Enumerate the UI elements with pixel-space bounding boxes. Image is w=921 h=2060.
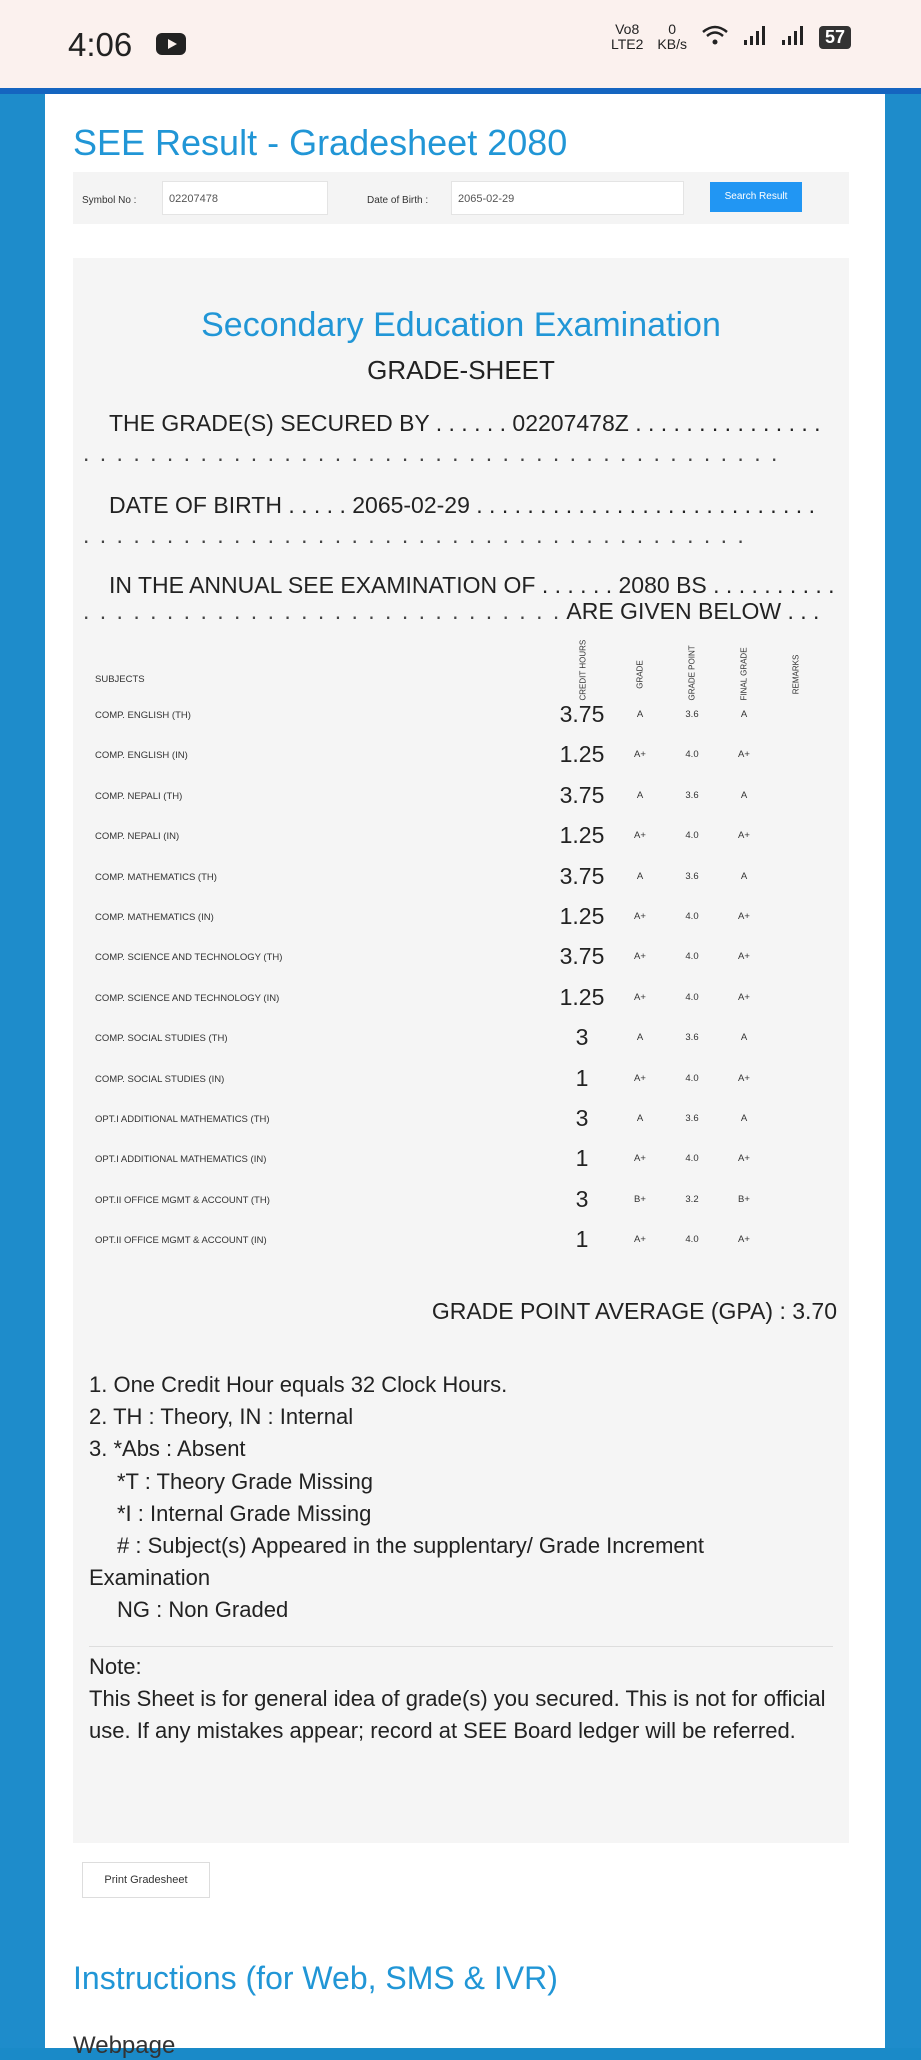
dots: . . . xyxy=(787,598,820,624)
credit-hours-cell: 1.25 xyxy=(559,903,605,929)
credit-hours-cell: 1 xyxy=(575,1064,589,1091)
gradesheet xyxy=(73,258,849,1843)
grade-point-cell: 3.6 xyxy=(685,1032,699,1044)
status-icons xyxy=(611,22,851,52)
final-grade-cell: A+ xyxy=(738,749,750,761)
final-grade-header: FINAL GRADE xyxy=(739,647,749,701)
final-grade-cell: A xyxy=(740,1032,748,1044)
search-form xyxy=(73,172,849,224)
grade-point-cell: 4.0 xyxy=(685,1072,699,1084)
signal-icon-2 xyxy=(781,24,805,50)
credit-hours-cell: 1 xyxy=(575,1226,589,1253)
grade-cell: A+ xyxy=(634,830,646,842)
note-6: # : Subject(s) Appeared in the supplentary/ Grade Increment xyxy=(117,1533,704,1558)
subject-cell: COMP. MATHEMATICS (TH) xyxy=(95,871,217,883)
final-grade-cell: A+ xyxy=(738,830,750,842)
final-grade-cell: A xyxy=(740,709,748,720)
given-below-line xyxy=(83,598,819,625)
exam-value: 2080 BS xyxy=(618,572,707,598)
final-grade-cell: B+ xyxy=(738,1193,750,1205)
page-title: SEE Result - Gradesheet 2080 xyxy=(73,122,568,163)
network-top-label: Vo8 xyxy=(615,21,640,37)
webpage-heading: Webpage xyxy=(73,2032,176,2059)
subject-cell: COMP. SCIENCE AND TECHNOLOGY (IN) xyxy=(95,992,280,1004)
divider xyxy=(89,1646,833,1647)
speed-unit: KB/s xyxy=(657,36,687,52)
subject-cell: OPT.II OFFICE MGMT & ACCOUNT (TH) xyxy=(95,1194,270,1206)
grade-cell: A+ xyxy=(634,951,646,963)
credit-hours-cell: 1.25 xyxy=(559,822,605,849)
table-row xyxy=(73,777,849,817)
table-row xyxy=(73,1100,849,1140)
speed-value: 0 xyxy=(668,21,677,37)
dob-label: Date of Birth : xyxy=(367,195,429,206)
grade-point-cell: 4.0 xyxy=(685,991,699,1003)
note-5: *I : Internal Grade Missing xyxy=(117,1501,372,1526)
grade-header: GRADE xyxy=(635,660,645,689)
subject-cell: OPT.II OFFICE MGMT & ACCOUNT (IN) xyxy=(95,1235,267,1247)
table-row xyxy=(73,898,849,938)
note-label: Note: xyxy=(89,1654,142,1679)
credit-hours-cell: 3 xyxy=(575,1024,589,1051)
grade-point-cell: 4.0 xyxy=(685,1153,699,1165)
grade-cell: A+ xyxy=(634,991,646,1003)
grade-cell: A xyxy=(636,1032,644,1044)
note-text: This Sheet is for general idea of grade(s) you secured. This is not for official use. If any mistakes appear; record at SEE Board ledger will be referred. xyxy=(89,1686,826,1743)
grade-point-cell: 3.6 xyxy=(685,709,699,720)
grade-point-cell: 3.6 xyxy=(685,789,699,801)
subject-cell: COMP. ENGLISH (TH) xyxy=(95,710,191,721)
note-7: Examination xyxy=(89,1565,211,1590)
grade-cell: A xyxy=(636,709,644,720)
youtube-notification-icon xyxy=(156,33,186,55)
grade-point-cell: 4.0 xyxy=(685,911,699,922)
dob-input[interactable]: 2065-02-29 xyxy=(451,181,684,215)
final-grade-cell: A xyxy=(740,789,748,801)
table-row xyxy=(73,979,849,1019)
subject-cell: COMP. MATHEMATICS (IN) xyxy=(95,912,214,923)
status-bar xyxy=(0,0,921,88)
dots: . . . . . . . . . . . . . . . . . . . . . . . . . . . xyxy=(476,492,815,518)
note-2: 2. TH : Theory, IN : Internal xyxy=(89,1404,354,1429)
final-grade-cell: A+ xyxy=(738,911,750,922)
final-grade-cell: A+ xyxy=(738,1234,750,1246)
grade-cell: A xyxy=(636,870,644,882)
print-gradesheet-button[interactable]: Print Gradesheet xyxy=(82,1862,210,1898)
table-row xyxy=(73,817,849,857)
credit-hours-cell: 3 xyxy=(575,1105,589,1131)
table-row xyxy=(73,1221,849,1261)
grade-point-header: GRADE POINT xyxy=(687,645,697,701)
grade-cell: A xyxy=(636,789,644,801)
gpa: GRADE POINT AVERAGE (GPA) : 3.70 xyxy=(431,1298,837,1324)
exam-line xyxy=(109,572,835,599)
network-bottom-label: LTE2 xyxy=(610,36,644,52)
grade-cell: A+ xyxy=(634,1072,646,1084)
grade-cell: B+ xyxy=(634,1193,646,1205)
grade-point-cell: 3.6 xyxy=(685,870,699,882)
subjects-header: SUBJECTS xyxy=(95,674,145,685)
credit-hours-cell: 3.75 xyxy=(559,943,605,970)
dot-leader: . . . . . . . . . . . . . . . . . . . . . . . . . . . . . xyxy=(83,598,562,624)
grade-cell: A+ xyxy=(634,911,646,922)
credit-hours-header: CREDIT HOURS xyxy=(578,639,588,701)
signal-icon-1 xyxy=(743,24,767,50)
exam-prefix: IN THE ANNUAL SEE EXAMINATION OF . . . . . . xyxy=(109,572,613,598)
sheet-subtitle: GRADE-SHEET xyxy=(367,355,555,385)
grade-point-cell: 3.2 xyxy=(685,1193,699,1205)
credit-hours-cell: 3 xyxy=(575,1185,589,1212)
grade-point-cell: 4.0 xyxy=(685,830,699,842)
final-grade-cell: A+ xyxy=(738,1153,750,1165)
final-grade-cell: A+ xyxy=(738,1072,750,1084)
dot-leader: . . . . . . . . . . . . . . . . . . . . . . . . . . . . . . . . . . . . . . . . . . xyxy=(83,440,780,466)
credit-hours-cell: 1.25 xyxy=(559,983,605,1010)
subject-cell: COMP. ENGLISH (IN) xyxy=(95,750,188,762)
grade-cell: A xyxy=(636,1113,644,1124)
subject-cell: COMP. SOCIAL STUDIES (IN) xyxy=(95,1073,225,1085)
table-row xyxy=(73,1019,849,1059)
table-row xyxy=(73,1181,849,1221)
subject-cell: OPT.I ADDITIONAL MATHEMATICS (IN) xyxy=(95,1154,267,1166)
table-row xyxy=(73,938,849,978)
credit-hours-cell: 1.25 xyxy=(559,741,605,768)
dots: . . . . . . . . . . xyxy=(713,572,835,598)
clock: 4:06 xyxy=(68,26,133,63)
battery-icon: 57 xyxy=(819,26,851,49)
dob-prefix: DATE OF BIRTH . . . . . xyxy=(109,492,346,518)
subject-cell: COMP. NEPALI (IN) xyxy=(95,831,180,843)
table-row xyxy=(73,736,849,776)
subject-cell: OPT.I ADDITIONAL MATHEMATICS (TH) xyxy=(95,1114,270,1125)
dot-leader: . . . . . . . . . . . . . . . . . . . . . . . . . . . . . . . . . . . . . . . . xyxy=(83,522,746,548)
subject-cell: COMP. SOCIAL STUDIES (TH) xyxy=(95,1033,228,1045)
page-background-left xyxy=(0,94,45,2048)
final-grade-cell: A+ xyxy=(738,991,750,1003)
symbol-number-input[interactable]: 02207478 xyxy=(162,181,328,215)
remarks-header: REMARKS xyxy=(791,654,801,695)
credit-hours-cell: 3.75 xyxy=(559,701,605,727)
grade-cell: A+ xyxy=(634,1234,646,1246)
secured-by-value: 02207478Z xyxy=(512,410,629,436)
dob-line xyxy=(109,492,815,519)
wifi-icon xyxy=(701,24,729,50)
secured-by-line xyxy=(109,410,821,437)
note-4: *T : Theory Grade Missing xyxy=(117,1469,373,1494)
volte-indicator xyxy=(611,22,643,52)
symbol-label: Symbol No : xyxy=(82,195,137,206)
credit-hours-cell: 1 xyxy=(575,1145,589,1172)
credit-hours-cell: 3.75 xyxy=(559,781,605,808)
table-row xyxy=(73,858,849,898)
credit-hours-cell: 3.75 xyxy=(559,862,605,889)
note-3: 3. *Abs : Absent xyxy=(89,1436,246,1461)
note-8: NG : Non Graded xyxy=(117,1597,289,1622)
final-grade-cell: A+ xyxy=(738,951,750,963)
note-1: 1. One Credit Hour equals 32 Clock Hours. xyxy=(89,1372,508,1397)
subject-cell: COMP. NEPALI (TH) xyxy=(95,790,183,802)
grade-cell: A+ xyxy=(634,1153,646,1165)
dots: . . . . . . . . . . . . . . . xyxy=(635,410,821,436)
net-speed xyxy=(657,22,687,52)
subject-cell: COMP. SCIENCE AND TECHNOLOGY (TH) xyxy=(95,952,283,964)
grade-cell: A+ xyxy=(634,749,646,761)
final-grade-cell: A xyxy=(740,870,748,882)
sheet-title: Secondary Education Examination xyxy=(201,306,721,344)
search-result-button[interactable]: Search Result xyxy=(710,182,802,212)
grade-point-cell: 4.0 xyxy=(685,1234,699,1246)
table-row xyxy=(73,1140,849,1180)
instructions-title: Instructions (for Web, SMS & IVR) xyxy=(73,1960,558,1996)
table-row xyxy=(73,696,849,736)
final-grade-cell: A xyxy=(740,1113,748,1124)
secured-by-prefix: THE GRADE(S) SECURED BY . . . . . . xyxy=(109,410,507,436)
given-below-text: ARE GIVEN BELOW xyxy=(566,598,782,624)
page-background-right xyxy=(885,94,921,2048)
grade-point-cell: 4.0 xyxy=(685,951,699,963)
dob-value: 2065-02-29 xyxy=(352,492,470,518)
grade-point-cell: 3.6 xyxy=(685,1113,699,1124)
table-row xyxy=(73,1060,849,1100)
grade-point-cell: 4.0 xyxy=(685,749,699,761)
